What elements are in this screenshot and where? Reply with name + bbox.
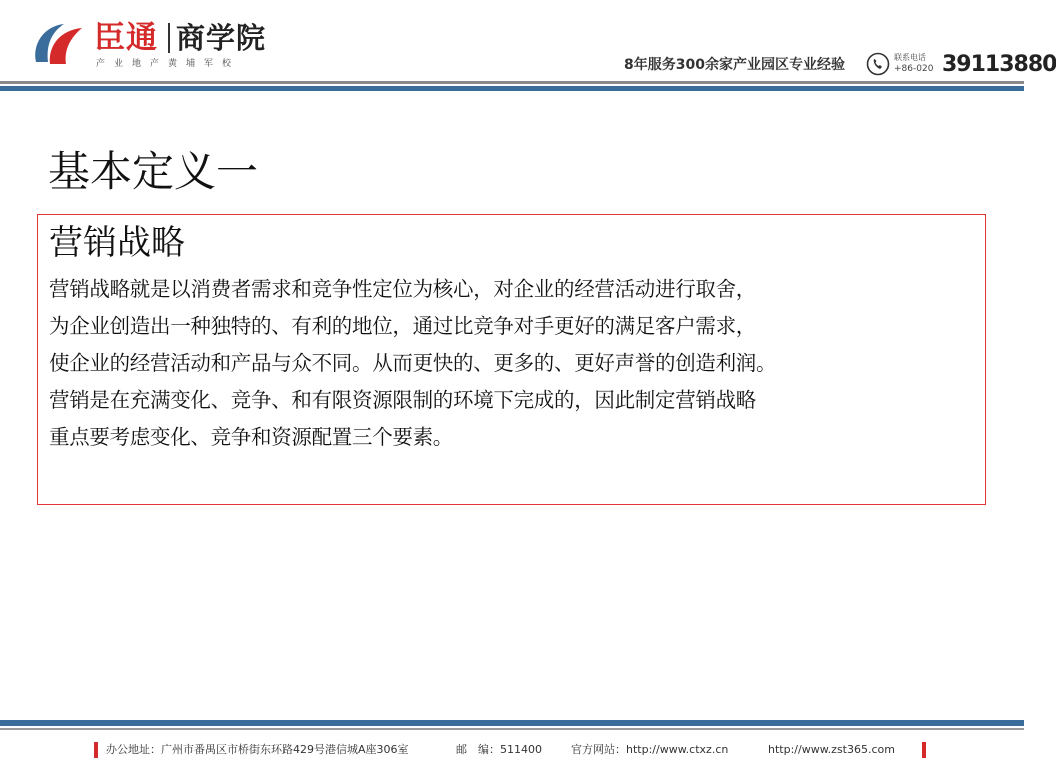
footer-website2-link[interactable]: http://www.zst365.com	[768, 743, 895, 756]
logo-divider	[168, 23, 170, 53]
footer-postcode: 邮 编：511400	[456, 743, 542, 756]
slide-title: 基本定义一	[48, 147, 259, 196]
footer-rule-blue	[0, 720, 1024, 726]
header-rule-blue	[0, 86, 1024, 91]
definition-line: 营销战略就是以消费者需求和竞争性定位为核心，对企业的经营活动进行取舍，	[49, 277, 756, 301]
header-rule-grey	[0, 81, 1024, 84]
footer-rule-grey	[0, 728, 1024, 730]
experience-tagline: 8年服务300余家产业园区专业经验	[624, 57, 845, 73]
definition-line: 营销是在充满变化、竞争、和有限资源限制的环境下完成的，因此制定营销战略	[49, 388, 756, 412]
definition-line: 为企业创造出一种独特的、有利的地位，通过比竞争对手更好的满足客户需求，	[49, 314, 756, 338]
brand-slogan: 产业地产黄埔军校	[96, 59, 241, 69]
brand-name: 臣通	[94, 20, 158, 56]
footer-accent-right	[922, 742, 926, 758]
logo-swoosh-icon	[30, 18, 86, 70]
phone-prefix: +86-020	[894, 64, 934, 74]
definition-body	[49, 271, 979, 456]
phone-number: 39113880	[942, 52, 1056, 77]
definition-heading: 营销战略	[49, 223, 185, 263]
footer-website-link[interactable]: 官方网站：http://www.ctxz.cn	[571, 743, 729, 756]
definition-box	[37, 214, 986, 505]
definition-line: 使企业的经营活动和产品与众不同。从而更快的、更多的、更好声誉的创造利润。	[49, 351, 777, 375]
slide-header	[0, 0, 1056, 92]
footer-accent-left	[94, 742, 98, 758]
footer-address: 办公地址：广州市番禺区市桥街东环路429号港信城A座306室	[106, 743, 409, 756]
definition-line: 重点要考虑变化、竞争和资源配置三个要素。	[49, 425, 453, 449]
hotline-label: 联系电话	[894, 53, 926, 62]
phone-icon	[866, 52, 890, 76]
school-name: 商学院	[176, 21, 267, 55]
